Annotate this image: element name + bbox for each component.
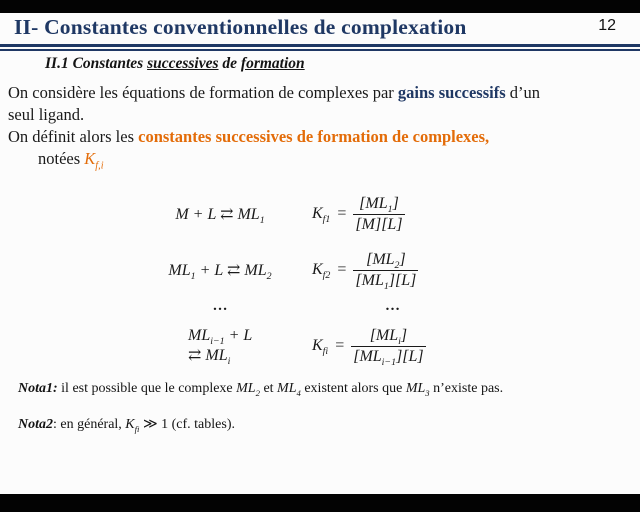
fraction-i-denominator: $[ML_{i-1}][L]$ [353,347,424,368]
nota1 [18,381,503,397]
nota1-math-ml4: $ML_4$ [277,381,301,398]
slide-title: II- Constantes conventionnelles de complexation [14,15,467,39]
nota1-text3: existent alors que [300,381,406,396]
body-text [8,82,636,170]
section-subtitle [45,55,305,73]
nota1-text2: et [259,381,278,396]
nota2-math-kfi: $K_{fi}$ [125,417,140,434]
ellipsis-right: … [385,298,400,314]
paragraph2-line [8,126,636,148]
constant-1-symbol: $K_{f1}$ [312,205,331,226]
fraction-i-numerator: $[ML_i]$ [369,327,408,348]
constant-i-symbol: $K_{fi}$ [312,337,329,358]
constant-2-symbol: $K_{f2}$ [312,261,331,282]
equals-sign: = [337,261,347,278]
nota2-text2: ≫ 1 (cf. tables). [139,417,235,432]
nota1-text4: n’existe pas. [429,381,504,396]
paragraph3-text: notées [38,149,85,168]
equals-sign: = [335,337,345,354]
nota2-text1: : en général, [53,417,126,432]
paragraph2-text: On définit alors les [8,127,139,146]
letterbox-top-bar [0,0,640,13]
paragraph1-text-end: d’un [505,83,541,102]
nota1-text1: il est possible que le complexe [57,381,237,396]
slide-header [0,13,640,44]
subtitle-underlined-word-2: formation [240,55,305,72]
paragraph1-highlight: gains successifs [397,83,506,102]
fraction-2-denominator: $[ML_1][L]$ [355,271,417,292]
equals-sign: = [337,205,347,222]
equation-row-1 [150,190,460,238]
equilibrium-2: $ML_1 + L$ ⇄ $ML_2$ [168,262,272,283]
fraction-1-denominator: [M][L] [355,215,403,233]
fraction-2-numerator: $[ML_2]$ [366,251,406,272]
equations-block [150,190,460,375]
page-number: 12 [598,17,616,34]
equilibrium-i-line1: $ML_{i-1} + L$ [188,327,253,348]
subtitle-underlined-word-1: successives [147,55,219,72]
equilibrium-i [150,326,290,366]
nota1-label: Nota1: [18,381,58,396]
ellipsis-left: … [212,298,228,314]
nota2-label: Nota2 [18,417,53,432]
paragraph1-line2: seul ligand. [8,105,85,124]
nota2 [18,416,235,433]
fraction-1-numerator: $[ML_1]$ [359,195,399,216]
paragraph2-highlight: constantes successives de formation de complexes, [138,127,490,146]
nota1-math-ml2: $ML_2$ [236,381,260,398]
fraction-i [351,326,425,368]
fraction-2 [353,250,418,292]
kfi-notation: $K_{f,i}$ [84,149,104,172]
constant-1 [312,194,405,233]
letterbox-bottom-bar [0,494,640,512]
equation-row-3 [150,317,460,375]
subtitle-prefix: II.1 Constantes [45,55,148,72]
constant-2 [312,250,418,292]
subtitle-middle: de [218,55,241,72]
constant-i [312,326,426,368]
equilibrium-i-line2: ⇄ $ML_i$ [188,347,231,368]
ellipsis-row [150,298,460,315]
equation-row-2 [150,245,460,295]
paragraph1-text: On considère les équations de formation de complexes par [8,83,398,102]
paragraph3-line [8,148,636,170]
equilibrium-1: M + L ⇄ $ML_1$ [175,206,265,227]
title-divider [0,44,640,51]
nota1-math-ml3: $ML_3$ [405,381,430,398]
divider-thin-line [0,49,640,51]
fraction-1 [353,194,404,233]
paragraph1-line1 [8,82,636,104]
